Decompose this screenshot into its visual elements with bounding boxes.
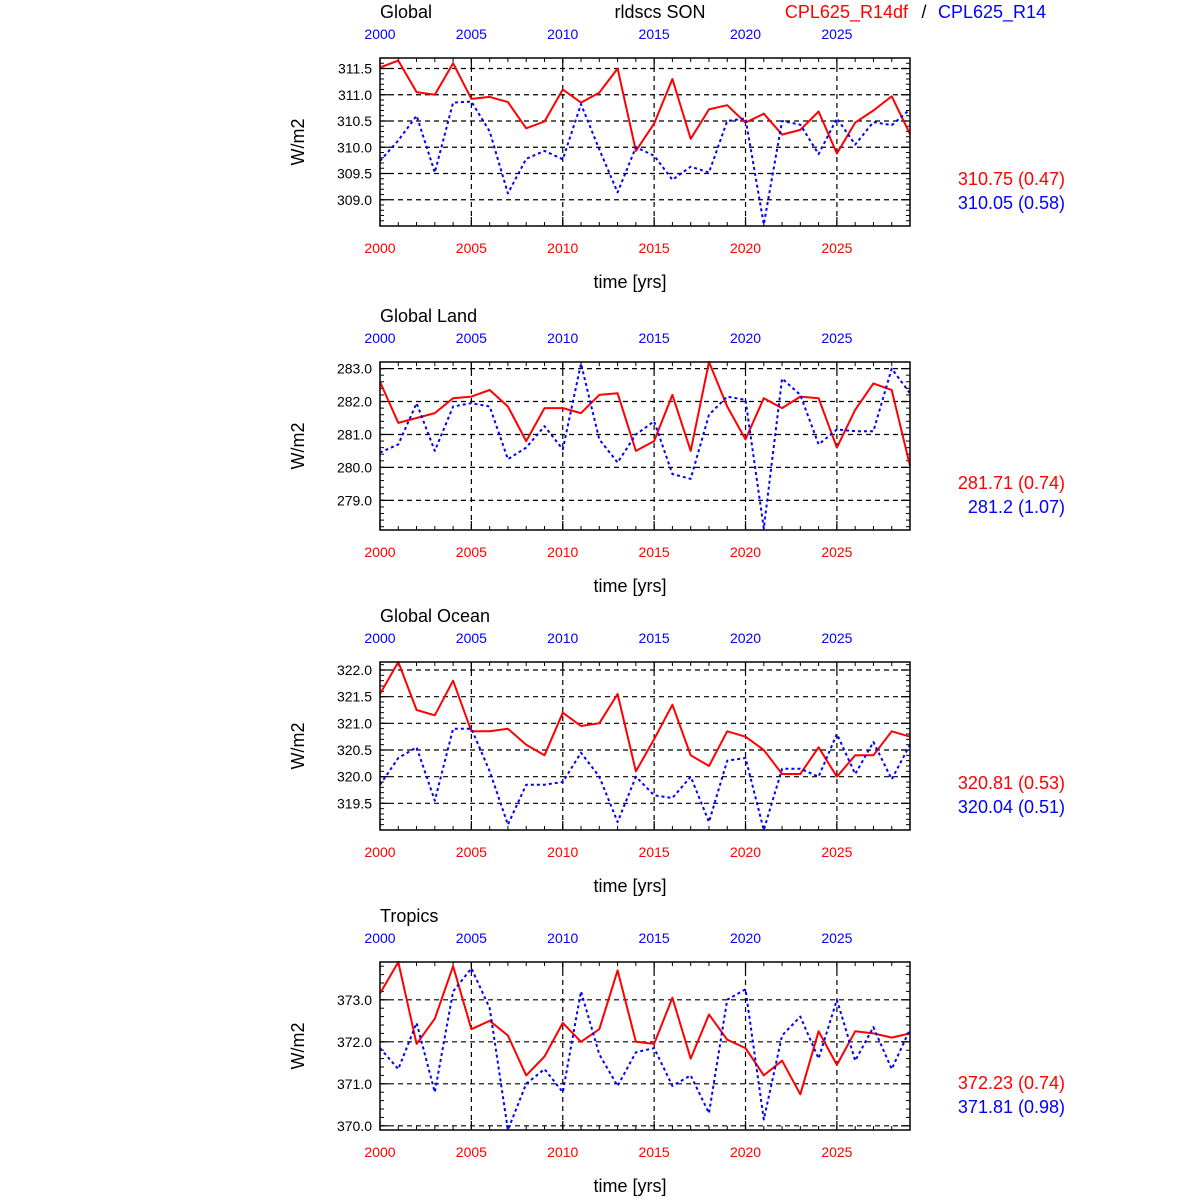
y-tick-label: 309.0 — [336, 191, 372, 208]
panel-title: Tropics — [380, 906, 439, 926]
x-tick-label-top: 2005 — [455, 330, 487, 346]
panel-3 — [288, 606, 1065, 896]
panel-4 — [288, 906, 1065, 1196]
x-tick-label-top: 2020 — [729, 330, 762, 346]
x-tick-label-top: 2020 — [729, 630, 762, 646]
y-tick-label: 322.0 — [336, 662, 372, 678]
x-tick-label-bottom: 2015 — [638, 1144, 670, 1160]
summary-model-b: 281.2 (1.07) — [967, 497, 1065, 517]
x-tick-label-top: 2000 — [364, 630, 396, 646]
x-tick-label-top: 2000 — [364, 930, 396, 946]
series-line-model-a — [380, 61, 910, 154]
y-tick-label: 282.0 — [336, 393, 372, 410]
x-tick-label-bottom: 2025 — [821, 240, 853, 256]
x-tick-label-top: 2025 — [821, 330, 853, 346]
series-line-model-a — [380, 362, 910, 466]
y-axis-label: W/m2 — [288, 722, 308, 770]
x-tick-label-top: 2010 — [547, 930, 579, 946]
series-line-model-b — [380, 729, 910, 830]
x-tick-label-bottom: 2010 — [547, 240, 579, 256]
y-tick-label: 321.5 — [336, 688, 372, 705]
y-tick-label: 279.0 — [336, 492, 372, 509]
y-tick-label: 319.5 — [336, 795, 372, 812]
y-tick-label: 372.0 — [336, 1033, 372, 1050]
x-tick-label-bottom: 2025 — [821, 1144, 853, 1160]
summary-model-b: 310.05 (0.58) — [957, 193, 1065, 213]
y-axis-label: W/m2 — [288, 118, 308, 166]
x-tick-label-bottom: 2020 — [729, 844, 762, 860]
x-tick-label-bottom: 2010 — [547, 1144, 579, 1160]
x-axis-label: time [yrs] — [593, 576, 667, 596]
y-tick-label: 281.0 — [336, 426, 372, 443]
panel-2 — [288, 306, 1065, 596]
series-line-model-b — [380, 102, 910, 225]
y-tick-label: 370.0 — [336, 1117, 372, 1134]
y-tick-label: 311.5 — [338, 60, 372, 77]
y-axis-label: W/m2 — [288, 1022, 308, 1070]
x-tick-label-bottom: 2010 — [547, 844, 579, 860]
x-axis-label: time [yrs] — [593, 272, 667, 292]
x-tick-label-bottom: 2010 — [547, 544, 579, 560]
panel-title: Global Ocean — [380, 606, 491, 626]
x-tick-label-bottom: 2015 — [638, 240, 670, 256]
x-tick-label-top: 2000 — [364, 330, 396, 346]
summary-model-b: 371.81 (0.98) — [957, 1097, 1065, 1117]
plot-frame — [380, 58, 910, 226]
x-tick-label-bottom: 2020 — [729, 1144, 762, 1160]
x-tick-label-top: 2015 — [638, 26, 670, 42]
x-tick-label-top: 2020 — [729, 26, 762, 42]
series-line-model-b — [380, 968, 910, 1130]
x-tick-label-bottom: 2020 — [729, 240, 762, 256]
y-tick-label: 371.0 — [336, 1075, 372, 1092]
x-axis-label: time [yrs] — [593, 1176, 667, 1196]
x-tick-label-top: 2025 — [821, 630, 853, 646]
x-tick-label-bottom: 2000 — [364, 544, 396, 560]
x-tick-label-top: 2015 — [638, 630, 670, 646]
y-tick-label: 280.0 — [336, 459, 372, 476]
panel-title: Global — [380, 2, 433, 22]
x-tick-label-top: 2010 — [547, 630, 579, 646]
x-tick-label-bottom: 2005 — [455, 544, 487, 560]
y-tick-label: 320.0 — [336, 768, 372, 785]
x-tick-label-top: 2025 — [821, 930, 853, 946]
x-tick-label-top: 2005 — [455, 630, 487, 646]
x-tick-label-top: 2005 — [455, 930, 487, 946]
x-tick-label-bottom: 2025 — [821, 844, 853, 860]
x-tick-label-bottom: 2005 — [455, 844, 487, 860]
figure-variable-title: rldscs SON — [614, 2, 706, 22]
summary-model-b: 320.04 (0.51) — [957, 797, 1065, 817]
y-tick-label: 373.0 — [336, 991, 372, 1008]
y-tick-label: 283.0 — [336, 360, 372, 377]
x-axis-label: time [yrs] — [593, 876, 667, 896]
summary-model-a: 320.81 (0.53) — [957, 773, 1065, 793]
x-tick-label-top: 2015 — [638, 930, 670, 946]
y-tick-label: 309.5 — [336, 165, 372, 182]
x-tick-label-bottom: 2000 — [364, 240, 396, 256]
y-tick-label: 311.0 — [338, 86, 372, 103]
x-tick-label-bottom: 2005 — [455, 1144, 487, 1160]
x-tick-label-top: 2000 — [364, 26, 396, 42]
y-tick-label: 310.5 — [336, 113, 372, 129]
plot-frame — [380, 662, 910, 830]
legend-separator: / — [921, 2, 927, 22]
summary-model-a: 372.23 (0.74) — [957, 1073, 1065, 1093]
x-tick-label-top: 2015 — [638, 330, 670, 346]
x-tick-label-bottom: 2000 — [364, 1144, 396, 1160]
x-tick-label-bottom: 2020 — [729, 544, 762, 560]
x-tick-label-top: 2010 — [547, 26, 579, 42]
x-tick-label-top: 2010 — [547, 330, 579, 346]
y-tick-label: 321.0 — [336, 715, 372, 732]
summary-model-a: 310.75 (0.47) — [957, 169, 1065, 189]
series-line-model-a — [380, 962, 910, 1094]
y-tick-label: 320.5 — [336, 742, 372, 758]
y-axis-label: W/m2 — [288, 422, 308, 470]
x-tick-label-top: 2020 — [729, 930, 762, 946]
series-line-model-a — [380, 662, 910, 777]
x-tick-label-bottom: 2025 — [821, 544, 853, 560]
x-tick-label-top: 2005 — [455, 26, 487, 42]
x-tick-label-bottom: 2005 — [455, 240, 487, 256]
panel-1 — [288, 2, 1065, 292]
x-tick-label-bottom: 2000 — [364, 844, 396, 860]
legend-model-b: CPL625_R14 — [938, 2, 1047, 22]
x-tick-label-bottom: 2015 — [638, 544, 670, 560]
summary-model-a: 281.71 (0.74) — [957, 473, 1065, 493]
x-tick-label-top: 2025 — [821, 26, 853, 42]
y-tick-label: 310.0 — [336, 139, 372, 156]
legend-model-a: CPL625_R14df — [784, 2, 908, 22]
panel-title: Global Land — [380, 306, 478, 326]
x-tick-label-bottom: 2015 — [638, 844, 670, 860]
